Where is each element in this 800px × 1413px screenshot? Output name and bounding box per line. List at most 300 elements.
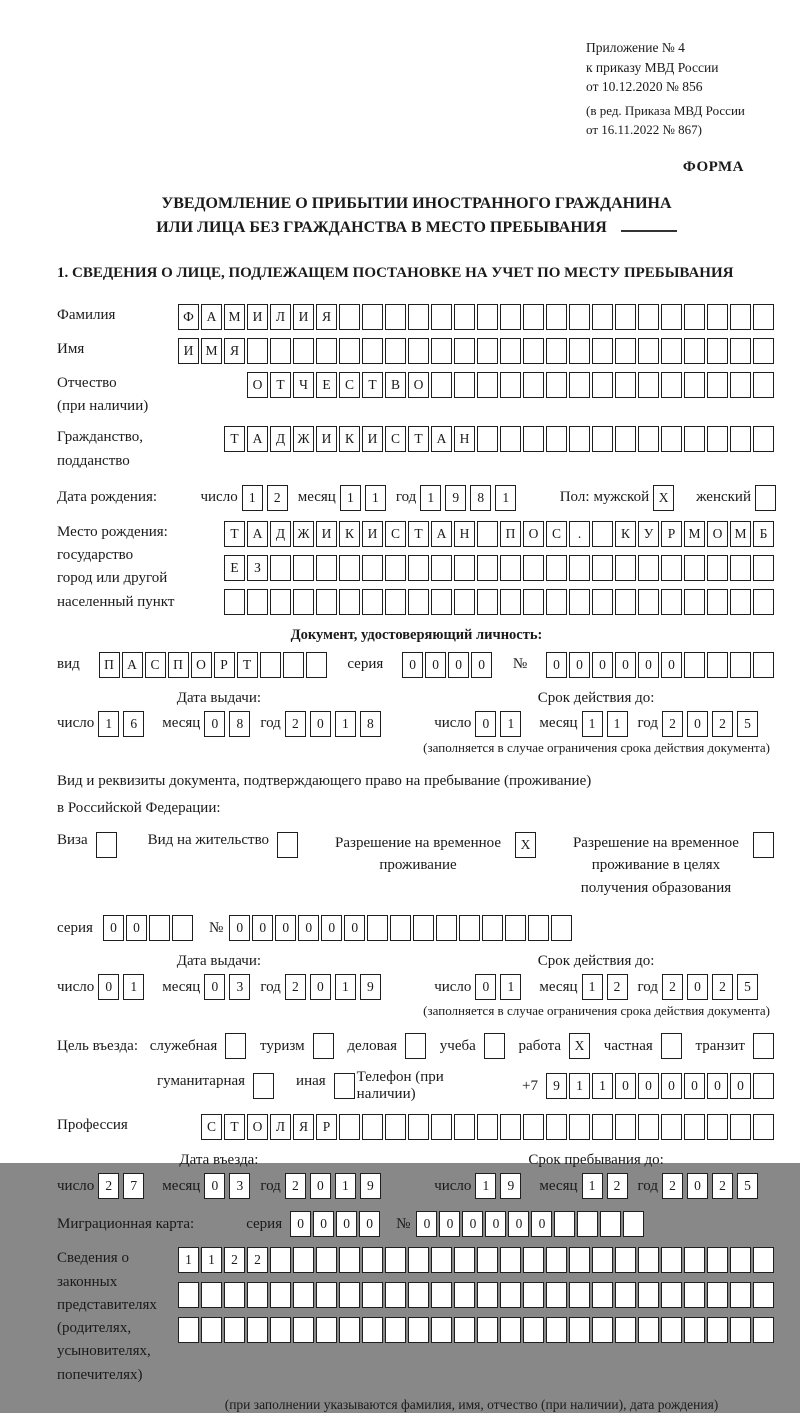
birth-place-grid-3-cell[interactable] [454,589,475,615]
representatives-grid-1-cell[interactable] [638,1247,659,1273]
birth-place-grid-3-cell[interactable] [316,589,337,615]
residence-expiry-day-grid-cell[interactable]: 1 [500,974,521,1000]
birth-place-grid-3-cell[interactable] [431,589,452,615]
representatives-grid-1-cell[interactable] [546,1247,567,1273]
profession-grid-cell[interactable] [431,1114,452,1140]
birth-place-grid-3-cell[interactable] [224,589,245,615]
phone-grid-cell[interactable] [753,1073,774,1099]
entry-year-grid-cell[interactable]: 2 [285,1173,306,1199]
profession-grid-cell[interactable] [615,1114,636,1140]
representatives-grid-3-cell[interactable] [362,1317,383,1343]
identity-issue-year-grid-cell[interactable]: 2 [285,711,306,737]
surname-grid-cell[interactable] [339,304,360,330]
phone-grid-cell[interactable]: 9 [546,1073,567,1099]
birth-place-grid-3-cell[interactable] [661,589,682,615]
sex-female-checkbox-cell[interactable] [755,485,776,511]
phone-grid-cell[interactable]: 0 [707,1073,728,1099]
birth-place-grid-2-cell[interactable] [293,555,314,581]
birth-place-grid-3-cell[interactable] [477,589,498,615]
residence-issue-year-grid-cell[interactable]: 0 [310,974,331,1000]
representatives-grid-2-cell[interactable] [293,1282,314,1308]
identity-expiry-year-grid-cell[interactable]: 2 [712,711,733,737]
name-grid-cell[interactable] [339,338,360,364]
identity-issue-year-grid-cell[interactable]: 8 [360,711,381,737]
birth-place-grid-1-cell[interactable]: С [546,521,567,547]
representatives-grid-3-cell[interactable] [224,1317,245,1343]
patronymic-grid-cell[interactable]: С [339,372,360,398]
birth-place-grid-3-cell[interactable] [615,589,636,615]
surname-grid-cell[interactable] [500,304,521,330]
birth-day-grid-cell[interactable]: 1 [242,485,263,511]
residence-number-grid-cell[interactable] [482,915,503,941]
representatives-grid-2-cell[interactable] [684,1282,705,1308]
residence-number-grid-cell[interactable] [413,915,434,941]
patronymic-grid-cell[interactable] [730,372,751,398]
citizenship-grid-cell[interactable]: Н [454,426,475,452]
representatives-grid-2-cell[interactable] [753,1282,774,1308]
birth-place-grid-2-cell[interactable] [730,555,751,581]
birth-place-grid-1-cell[interactable]: А [431,521,452,547]
citizenship-grid-cell[interactable] [523,426,544,452]
surname-grid-cell[interactable] [546,304,567,330]
name-grid-cell[interactable] [385,338,406,364]
identity-issue-month-grid-cell[interactable]: 0 [204,711,225,737]
patronymic-grid-cell[interactable] [753,372,774,398]
name-grid-cell[interactable] [569,338,590,364]
entry-day-grid-cell[interactable]: 2 [98,1173,119,1199]
birth-place-grid-2-cell[interactable] [362,555,383,581]
purpose-study-checkbox-cell[interactable] [484,1033,505,1059]
birth-place-grid-3-cell[interactable] [707,589,728,615]
birth-day-grid-cell[interactable]: 2 [267,485,288,511]
surname-grid-cell[interactable] [385,304,406,330]
patronymic-grid-cell[interactable] [477,372,498,398]
patronymic-grid-cell[interactable]: В [385,372,406,398]
representatives-grid-1-cell[interactable] [270,1247,291,1273]
representatives-grid-3-cell[interactable] [201,1317,222,1343]
doc-series-grid-cell[interactable]: 0 [402,652,423,678]
surname-grid-cell[interactable]: М [224,304,245,330]
birth-place-grid-1-cell[interactable]: Ж [293,521,314,547]
migration-number-grid-cell[interactable]: 0 [485,1211,506,1237]
birth-place-grid-2-cell[interactable] [546,555,567,581]
migration-series-grid-cell[interactable]: 0 [313,1211,334,1237]
stay-month-grid-cell[interactable]: 2 [607,1173,628,1199]
name-grid-cell[interactable] [247,338,268,364]
birth-place-grid-1-cell[interactable]: И [316,521,337,547]
representatives-grid-1-cell[interactable]: 2 [247,1247,268,1273]
identity-issue-day-grid-cell[interactable]: 1 [98,711,119,737]
patronymic-grid-cell[interactable]: Е [316,372,337,398]
representatives-grid-1-cell[interactable] [454,1247,475,1273]
phone-grid-cell[interactable]: 0 [730,1073,751,1099]
representatives-grid-1-cell[interactable]: 1 [178,1247,199,1273]
representatives-grid-3-cell[interactable] [293,1317,314,1343]
representatives-grid-3-cell[interactable] [316,1317,337,1343]
stay-day-grid-cell[interactable]: 1 [475,1173,496,1199]
doc-number-grid-cell[interactable]: 0 [569,652,590,678]
representatives-grid-1-cell[interactable] [592,1247,613,1273]
phone-grid-cell[interactable]: 0 [684,1073,705,1099]
representatives-grid-1-cell[interactable] [684,1247,705,1273]
patronymic-grid-cell[interactable] [569,372,590,398]
profession-grid-cell[interactable] [454,1114,475,1140]
patronymic-grid-cell[interactable] [638,372,659,398]
representatives-grid-3-cell[interactable] [339,1317,360,1343]
representatives-grid-3-cell[interactable] [431,1317,452,1343]
name-grid-cell[interactable] [477,338,498,364]
surname-grid-cell[interactable] [569,304,590,330]
birth-place-grid-1-cell[interactable]: Т [224,521,245,547]
representatives-grid-3-cell[interactable] [178,1317,199,1343]
residence-expiry-month-grid-cell[interactable]: 1 [582,974,603,1000]
residence-series-grid-cell[interactable] [172,915,193,941]
doc-number-grid-cell[interactable] [707,652,728,678]
birth-place-grid-1-cell[interactable]: К [339,521,360,547]
representatives-grid-2-cell[interactable] [592,1282,613,1308]
profession-grid-cell[interactable]: Я [293,1114,314,1140]
birth-place-grid-3-cell[interactable] [592,589,613,615]
purpose-transit-checkbox-cell[interactable] [753,1033,774,1059]
birth-place-grid-2-cell[interactable] [431,555,452,581]
residence-expiry-year-grid-cell[interactable]: 2 [662,974,683,1000]
representatives-grid-3-cell[interactable] [477,1317,498,1343]
birth-place-grid-1-cell[interactable]: . [569,521,590,547]
profession-grid-cell[interactable] [408,1114,429,1140]
representatives-grid-2-cell[interactable] [707,1282,728,1308]
migration-number-grid-cell[interactable] [600,1211,621,1237]
representatives-grid-1-cell[interactable] [753,1247,774,1273]
patronymic-grid-cell[interactable]: Т [270,372,291,398]
migration-number-grid-cell[interactable]: 0 [508,1211,529,1237]
residence-issue-year-grid-cell[interactable]: 9 [360,974,381,1000]
stay-year-grid-cell[interactable]: 2 [712,1173,733,1199]
phone-grid-cell[interactable]: 0 [615,1073,636,1099]
birth-place-grid-2-cell[interactable] [753,555,774,581]
representatives-grid-3-cell[interactable] [569,1317,590,1343]
surname-grid-cell[interactable]: Я [316,304,337,330]
surname-grid-cell[interactable] [362,304,383,330]
residence-number-grid-cell[interactable]: 0 [252,915,273,941]
residence-number-grid-cell[interactable] [436,915,457,941]
patronymic-grid-cell[interactable] [523,372,544,398]
stay-month-grid-cell[interactable]: 1 [582,1173,603,1199]
representatives-grid-1-cell[interactable] [523,1247,544,1273]
residence-issue-day-grid-cell[interactable]: 0 [98,974,119,1000]
birth-place-grid-1-cell[interactable]: А [247,521,268,547]
purpose-official-checkbox-cell[interactable] [225,1033,246,1059]
profession-grid-cell[interactable] [569,1114,590,1140]
birth-place-grid-2-cell[interactable] [661,555,682,581]
profession-grid-cell[interactable] [477,1114,498,1140]
profession-grid-cell[interactable] [707,1114,728,1140]
migration-number-grid-cell[interactable]: 0 [531,1211,552,1237]
representatives-grid-1-cell[interactable] [477,1247,498,1273]
stay-year-grid-cell[interactable]: 5 [737,1173,758,1199]
name-grid-cell[interactable] [707,338,728,364]
citizenship-grid-cell[interactable]: К [339,426,360,452]
patronymic-grid-cell[interactable] [546,372,567,398]
doc-kind-grid-cell[interactable]: С [145,652,166,678]
residence-number-grid-cell[interactable]: 0 [298,915,319,941]
representatives-grid-1-cell[interactable] [385,1247,406,1273]
doc-kind-grid-cell[interactable]: О [191,652,212,678]
representatives-grid-1-cell[interactable] [339,1247,360,1273]
birth-place-grid-2-cell[interactable] [615,555,636,581]
birth-place-grid-3-cell[interactable] [362,589,383,615]
residence-number-grid-cell[interactable]: 0 [344,915,365,941]
name-grid-cell[interactable] [270,338,291,364]
doc-kind-grid-cell[interactable]: П [168,652,189,678]
doc-series-grid-cell[interactable]: 0 [448,652,469,678]
representatives-grid-3-cell[interactable] [638,1317,659,1343]
birth-place-grid-2-cell[interactable] [638,555,659,581]
birth-place-grid-1-cell[interactable]: У [638,521,659,547]
name-grid-cell[interactable] [408,338,429,364]
representatives-grid-2-cell[interactable] [224,1282,245,1308]
surname-grid-cell[interactable] [523,304,544,330]
residence-number-grid-cell[interactable] [459,915,480,941]
surname-grid-cell[interactable] [477,304,498,330]
birth-place-grid-3-cell[interactable] [293,589,314,615]
surname-grid-cell[interactable] [454,304,475,330]
patronymic-grid-cell[interactable] [707,372,728,398]
migration-number-grid-cell[interactable] [554,1211,575,1237]
birth-place-grid-1-cell[interactable]: П [500,521,521,547]
citizenship-grid-cell[interactable] [500,426,521,452]
representatives-grid-3-cell[interactable] [707,1317,728,1343]
migration-series-grid-cell[interactable]: 0 [359,1211,380,1237]
doc-number-grid-cell[interactable] [753,652,774,678]
purpose-business-checkbox-cell[interactable] [405,1033,426,1059]
residence-number-grid-cell[interactable] [367,915,388,941]
identity-expiry-year-grid-cell[interactable]: 0 [687,711,708,737]
stay-year-grid-cell[interactable]: 2 [662,1173,683,1199]
birth-year-grid-cell[interactable]: 9 [445,485,466,511]
representatives-grid-1-cell[interactable] [615,1247,636,1273]
representatives-grid-2-cell[interactable] [385,1282,406,1308]
profession-grid-cell[interactable]: Р [316,1114,337,1140]
birth-place-grid-3-cell[interactable] [408,589,429,615]
residence-series-grid-cell[interactable] [149,915,170,941]
profession-grid-cell[interactable] [661,1114,682,1140]
representatives-grid-3-cell[interactable] [500,1317,521,1343]
identity-expiry-month-grid-cell[interactable]: 1 [582,711,603,737]
representatives-grid-1-cell[interactable] [730,1247,751,1273]
profession-grid-cell[interactable] [684,1114,705,1140]
citizenship-grid-cell[interactable]: Т [224,426,245,452]
birth-place-grid-3-cell[interactable] [753,589,774,615]
representatives-grid-1-cell[interactable] [316,1247,337,1273]
representatives-grid-1-cell[interactable]: 2 [224,1247,245,1273]
name-grid-cell[interactable]: Я [224,338,245,364]
stay-year-grid-cell[interactable]: 0 [687,1173,708,1199]
name-grid-cell[interactable] [523,338,544,364]
birth-place-grid-3-cell[interactable] [270,589,291,615]
patronymic-grid-cell[interactable]: О [408,372,429,398]
representatives-grid-3-cell[interactable] [454,1317,475,1343]
surname-grid-cell[interactable] [408,304,429,330]
citizenship-grid-cell[interactable]: Ж [293,426,314,452]
name-grid-cell[interactable] [293,338,314,364]
profession-grid-cell[interactable] [592,1114,613,1140]
surname-grid-cell[interactable] [661,304,682,330]
representatives-grid-3-cell[interactable] [270,1317,291,1343]
representatives-grid-1-cell[interactable] [707,1247,728,1273]
birth-month-grid-cell[interactable]: 1 [365,485,386,511]
representatives-grid-3-cell[interactable] [546,1317,567,1343]
name-grid-cell[interactable] [546,338,567,364]
birth-place-grid-3-cell[interactable] [339,589,360,615]
citizenship-grid-cell[interactable] [569,426,590,452]
doc-number-grid-cell[interactable] [684,652,705,678]
surname-grid-cell[interactable] [684,304,705,330]
birth-place-grid-2-cell[interactable] [316,555,337,581]
phone-grid-cell[interactable]: 1 [592,1073,613,1099]
profession-grid-cell[interactable]: О [247,1114,268,1140]
profession-grid-cell[interactable] [546,1114,567,1140]
residence-issue-month-grid-cell[interactable]: 3 [229,974,250,1000]
citizenship-grid-cell[interactable] [730,426,751,452]
residence-number-grid-cell[interactable] [505,915,526,941]
birth-place-grid-1-cell[interactable]: Р [661,521,682,547]
birth-place-grid-2-cell[interactable]: Е [224,555,245,581]
name-grid-cell[interactable] [615,338,636,364]
surname-grid-cell[interactable] [615,304,636,330]
identity-expiry-year-grid-cell[interactable]: 5 [737,711,758,737]
representatives-grid-2-cell[interactable] [339,1282,360,1308]
migration-number-grid-cell[interactable]: 0 [462,1211,483,1237]
citizenship-grid-cell[interactable]: А [247,426,268,452]
name-grid-cell[interactable] [592,338,613,364]
patronymic-grid-cell[interactable] [500,372,521,398]
name-grid-cell[interactable] [431,338,452,364]
representatives-grid-1-cell[interactable] [569,1247,590,1273]
representatives-grid-3-cell[interactable] [408,1317,429,1343]
patronymic-grid-cell[interactable]: О [247,372,268,398]
doc-series-grid-cell[interactable]: 0 [425,652,446,678]
birth-place-grid-1-cell[interactable]: Т [408,521,429,547]
profession-grid-cell[interactable]: Л [270,1114,291,1140]
purpose-tourism-checkbox-cell[interactable] [313,1033,334,1059]
migration-number-grid-cell[interactable] [577,1211,598,1237]
visa-checkbox-cell[interactable] [96,832,117,858]
surname-grid-cell[interactable] [753,304,774,330]
surname-grid-cell[interactable] [592,304,613,330]
birth-place-grid-3-cell[interactable] [546,589,567,615]
doc-kind-grid-cell[interactable]: Т [237,652,258,678]
name-grid-cell[interactable] [730,338,751,364]
profession-grid-cell[interactable] [339,1114,360,1140]
patronymic-grid-cell[interactable]: Т [362,372,383,398]
doc-number-grid-cell[interactable]: 0 [638,652,659,678]
representatives-grid-1-cell[interactable] [500,1247,521,1273]
purpose-humanitarian-checkbox-cell[interactable] [253,1073,274,1099]
representatives-grid-2-cell[interactable] [270,1282,291,1308]
representatives-grid-1-cell[interactable] [293,1247,314,1273]
citizenship-grid-cell[interactable]: А [431,426,452,452]
birth-place-grid-1-cell[interactable]: О [707,521,728,547]
profession-grid-cell[interactable] [385,1114,406,1140]
surname-grid-cell[interactable]: Л [270,304,291,330]
name-grid-cell[interactable] [661,338,682,364]
title-blank-line[interactable] [621,216,677,232]
citizenship-grid-cell[interactable] [684,426,705,452]
temp-residence-checkbox-cell[interactable]: X [515,832,536,858]
doc-kind-grid-cell[interactable] [306,652,327,678]
surname-grid-cell[interactable]: И [293,304,314,330]
representatives-grid-2-cell[interactable] [178,1282,199,1308]
surname-grid-cell[interactable] [431,304,452,330]
birth-month-grid-cell[interactable]: 1 [340,485,361,511]
representatives-grid-3-cell[interactable] [592,1317,613,1343]
patronymic-grid-cell[interactable] [615,372,636,398]
migration-series-grid-cell[interactable]: 0 [290,1211,311,1237]
residence-number-grid-cell[interactable]: 0 [229,915,250,941]
representatives-grid-2-cell[interactable] [477,1282,498,1308]
birth-place-grid-2-cell[interactable] [454,555,475,581]
representatives-grid-2-cell[interactable] [546,1282,567,1308]
identity-issue-day-grid-cell[interactable]: 6 [123,711,144,737]
citizenship-grid-cell[interactable]: Д [270,426,291,452]
surname-grid-cell[interactable]: А [201,304,222,330]
entry-year-grid-cell[interactable]: 1 [335,1173,356,1199]
name-grid-cell[interactable] [684,338,705,364]
birth-place-grid-2-cell[interactable] [477,555,498,581]
representatives-grid-3-cell[interactable] [385,1317,406,1343]
representatives-grid-2-cell[interactable] [615,1282,636,1308]
citizenship-grid-cell[interactable] [615,426,636,452]
citizenship-grid-cell[interactable] [638,426,659,452]
doc-number-grid-cell[interactable]: 0 [592,652,613,678]
representatives-grid-2-cell[interactable] [408,1282,429,1308]
representatives-grid-2-cell[interactable] [316,1282,337,1308]
identity-expiry-day-grid-cell[interactable]: 0 [475,711,496,737]
profession-grid-cell[interactable]: С [201,1114,222,1140]
birth-place-grid-2-cell[interactable] [684,555,705,581]
birth-place-grid-3-cell[interactable] [569,589,590,615]
birth-place-grid-2-cell[interactable] [592,555,613,581]
representatives-grid-2-cell[interactable] [523,1282,544,1308]
doc-number-grid-cell[interactable]: 0 [661,652,682,678]
phone-grid-cell[interactable]: 1 [569,1073,590,1099]
birth-year-grid-cell[interactable]: 1 [495,485,516,511]
representatives-grid-1-cell[interactable] [661,1247,682,1273]
residence-number-grid-cell[interactable] [551,915,572,941]
citizenship-grid-cell[interactable]: С [385,426,406,452]
purpose-private-checkbox-cell[interactable] [661,1033,682,1059]
birth-place-grid-1-cell[interactable]: Б [753,521,774,547]
residence-expiry-year-grid-cell[interactable]: 0 [687,974,708,1000]
surname-grid-cell[interactable] [730,304,751,330]
representatives-grid-2-cell[interactable] [247,1282,268,1308]
name-grid-cell[interactable] [500,338,521,364]
residence-number-grid-cell[interactable] [528,915,549,941]
stay-day-grid-cell[interactable]: 9 [500,1173,521,1199]
representatives-grid-2-cell[interactable] [730,1282,751,1308]
birth-year-grid-cell[interactable]: 1 [420,485,441,511]
surname-grid-cell[interactable]: И [247,304,268,330]
profession-grid-cell[interactable] [638,1114,659,1140]
representatives-grid-3-cell[interactable] [753,1317,774,1343]
residence-number-grid-cell[interactable]: 0 [321,915,342,941]
patronymic-grid-cell[interactable] [431,372,452,398]
migration-number-grid-cell[interactable]: 0 [439,1211,460,1237]
birth-place-grid-1-cell[interactable]: Д [270,521,291,547]
doc-kind-grid-cell[interactable] [283,652,304,678]
surname-grid-cell[interactable]: Ф [178,304,199,330]
residence-issue-year-grid-cell[interactable]: 2 [285,974,306,1000]
